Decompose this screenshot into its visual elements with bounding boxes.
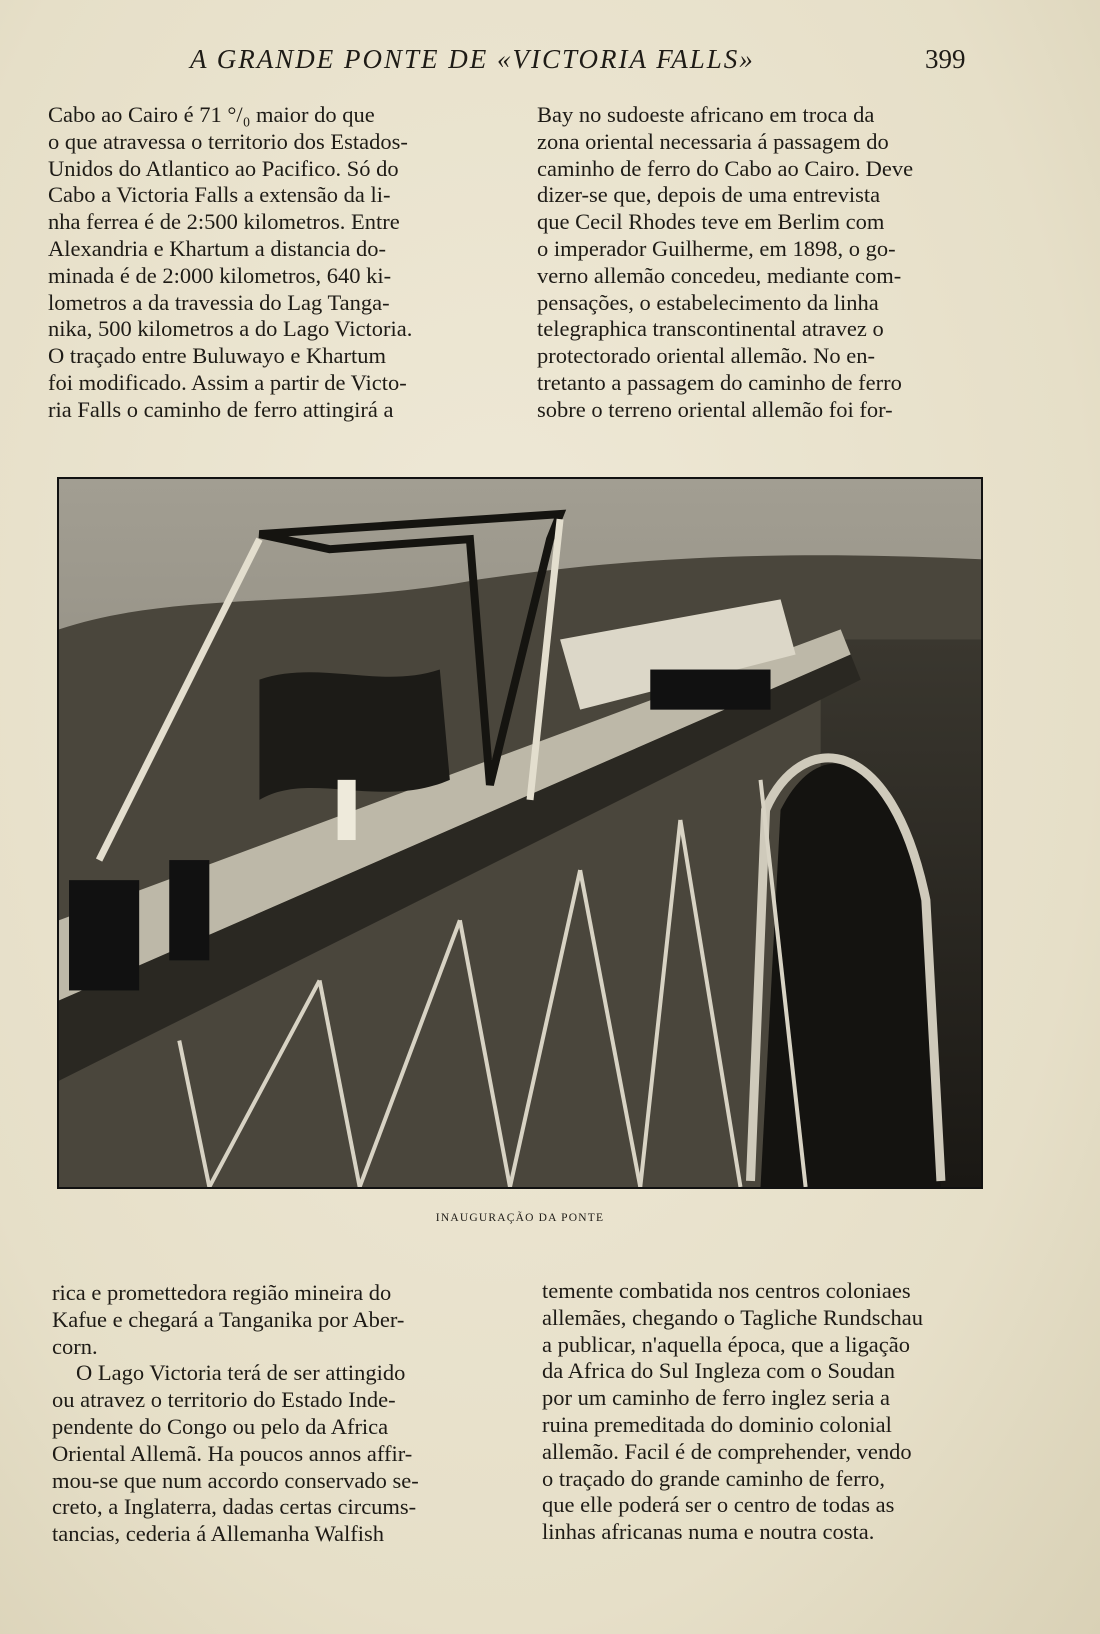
text-line: o que atravessa o territorio dos Estados-: [48, 128, 408, 154]
text-line: nika, 500 kilometros a do Lago Victoria.: [48, 316, 413, 342]
text-line: dizer-se que, depois de uma entrevista: [537, 182, 881, 208]
text-line: caminho de ferro do Cabo ao Cairo. Deve: [537, 155, 914, 181]
text-line: lometros a da travessia do Lag Tanga-: [48, 289, 390, 315]
text-line: a publicar, n'aquella época, que a ligação: [542, 1331, 910, 1357]
text-line: tancias, cederia á Allemanha Walfish: [52, 1521, 385, 1547]
text-line: Bay no sudoeste africano em troca da: [537, 102, 875, 127]
text-line: O Lago Victoria terá de ser attingido: [76, 1360, 406, 1386]
text-line: nha ferrea é de 2:500 kilometros. Entre: [48, 209, 400, 235]
text-line: tretanto a passagem do caminho de ferro: [537, 369, 902, 395]
text-line: que elle poderá ser o centro de todas as: [542, 1492, 895, 1518]
text-line: por um caminho de ferro inglez seria a: [542, 1385, 890, 1411]
text-line: Kafue e chegará a Tanganika por Aber-: [52, 1306, 405, 1332]
text-line: verno allemão concedeu, mediante com-: [537, 262, 902, 288]
text-column-top-left: [48, 102, 498, 424]
text-line: corn.: [52, 1333, 98, 1359]
text-column-bottom-left: [52, 1280, 502, 1548]
text-column-top-right: [537, 102, 992, 424]
text-line: ou atravez o territorio do Estado Inde-: [52, 1387, 396, 1413]
figure-caption: INAUGURAÇÃO DA PONTE: [435, 1212, 605, 1224]
text-line: pendente do Congo ou pelo da Africa: [52, 1413, 389, 1439]
text-line: que Cecil Rhodes teve em Berlim com: [537, 209, 885, 235]
bridge-photograph-illustration: [59, 479, 981, 1187]
text-column-bottom-right: [542, 1278, 992, 1546]
text-line: ria Falls o caminho de ferro attingirá a: [48, 396, 394, 422]
text-line: allemães, chegando o Tagliche Rundschau: [542, 1304, 924, 1330]
text-line: pensações, o estabelecimento da linha: [537, 289, 879, 315]
text-line: o traçado do grande caminho de ferro,: [542, 1465, 885, 1491]
text-line: O traçado entre Buluwayo e Khartum: [48, 343, 387, 369]
text-line: Unidos do Atlantico ao Pacifico. Só do: [48, 155, 399, 181]
text-line: telegraphica transcontinental atravez o: [537, 316, 884, 342]
text-line: minada é de 2:000 kilometros, 640 ki-: [48, 262, 392, 288]
text-line: sobre o terreno oriental allemão foi for-: [537, 396, 893, 422]
running-title: A GRANDE PONTE DE «VICTORIA FALLS»: [190, 44, 755, 74]
text-line: Cabo ao Cairo é 71 °/₀ maior do que: [48, 102, 375, 127]
text-line: temente combatida nos centros coloniaes: [542, 1278, 911, 1303]
text-line: protectorado oriental allemão. No en-: [537, 343, 875, 369]
text-line: zona oriental necessaria á passagem do: [537, 128, 889, 154]
text-line: Alexandria e Khartum a distancia do-: [48, 235, 386, 261]
page-number: 399: [925, 44, 966, 74]
bridge-photograph: [57, 477, 983, 1189]
text-line: linhas africanas numa e noutra costa.: [542, 1519, 875, 1545]
text-line: foi modificado. Assim a partir de Victo-: [48, 369, 407, 395]
text-line: da Africa do Sul Ingleza com o Soudan: [542, 1358, 896, 1384]
text-line: ruina premeditada do dominio colonial: [542, 1411, 892, 1437]
text-line: allemão. Facil é de comprehender, vendo: [542, 1438, 912, 1464]
text-line: Cabo a Victoria Falls a extensão da li-: [48, 182, 391, 208]
standing-figure: [338, 780, 356, 840]
text-line: o imperador Guilherme, em 1898, o go-: [537, 235, 896, 261]
text-line: mou-se que num accordo conservado se-: [52, 1467, 419, 1493]
text-line: rica e promettedora região mineira do: [52, 1280, 392, 1305]
text-line: creto, a Inglaterra, dadas certas circums-: [52, 1494, 417, 1520]
text-line: Oriental Allemã. Ha poucos annos affir-: [52, 1440, 413, 1466]
